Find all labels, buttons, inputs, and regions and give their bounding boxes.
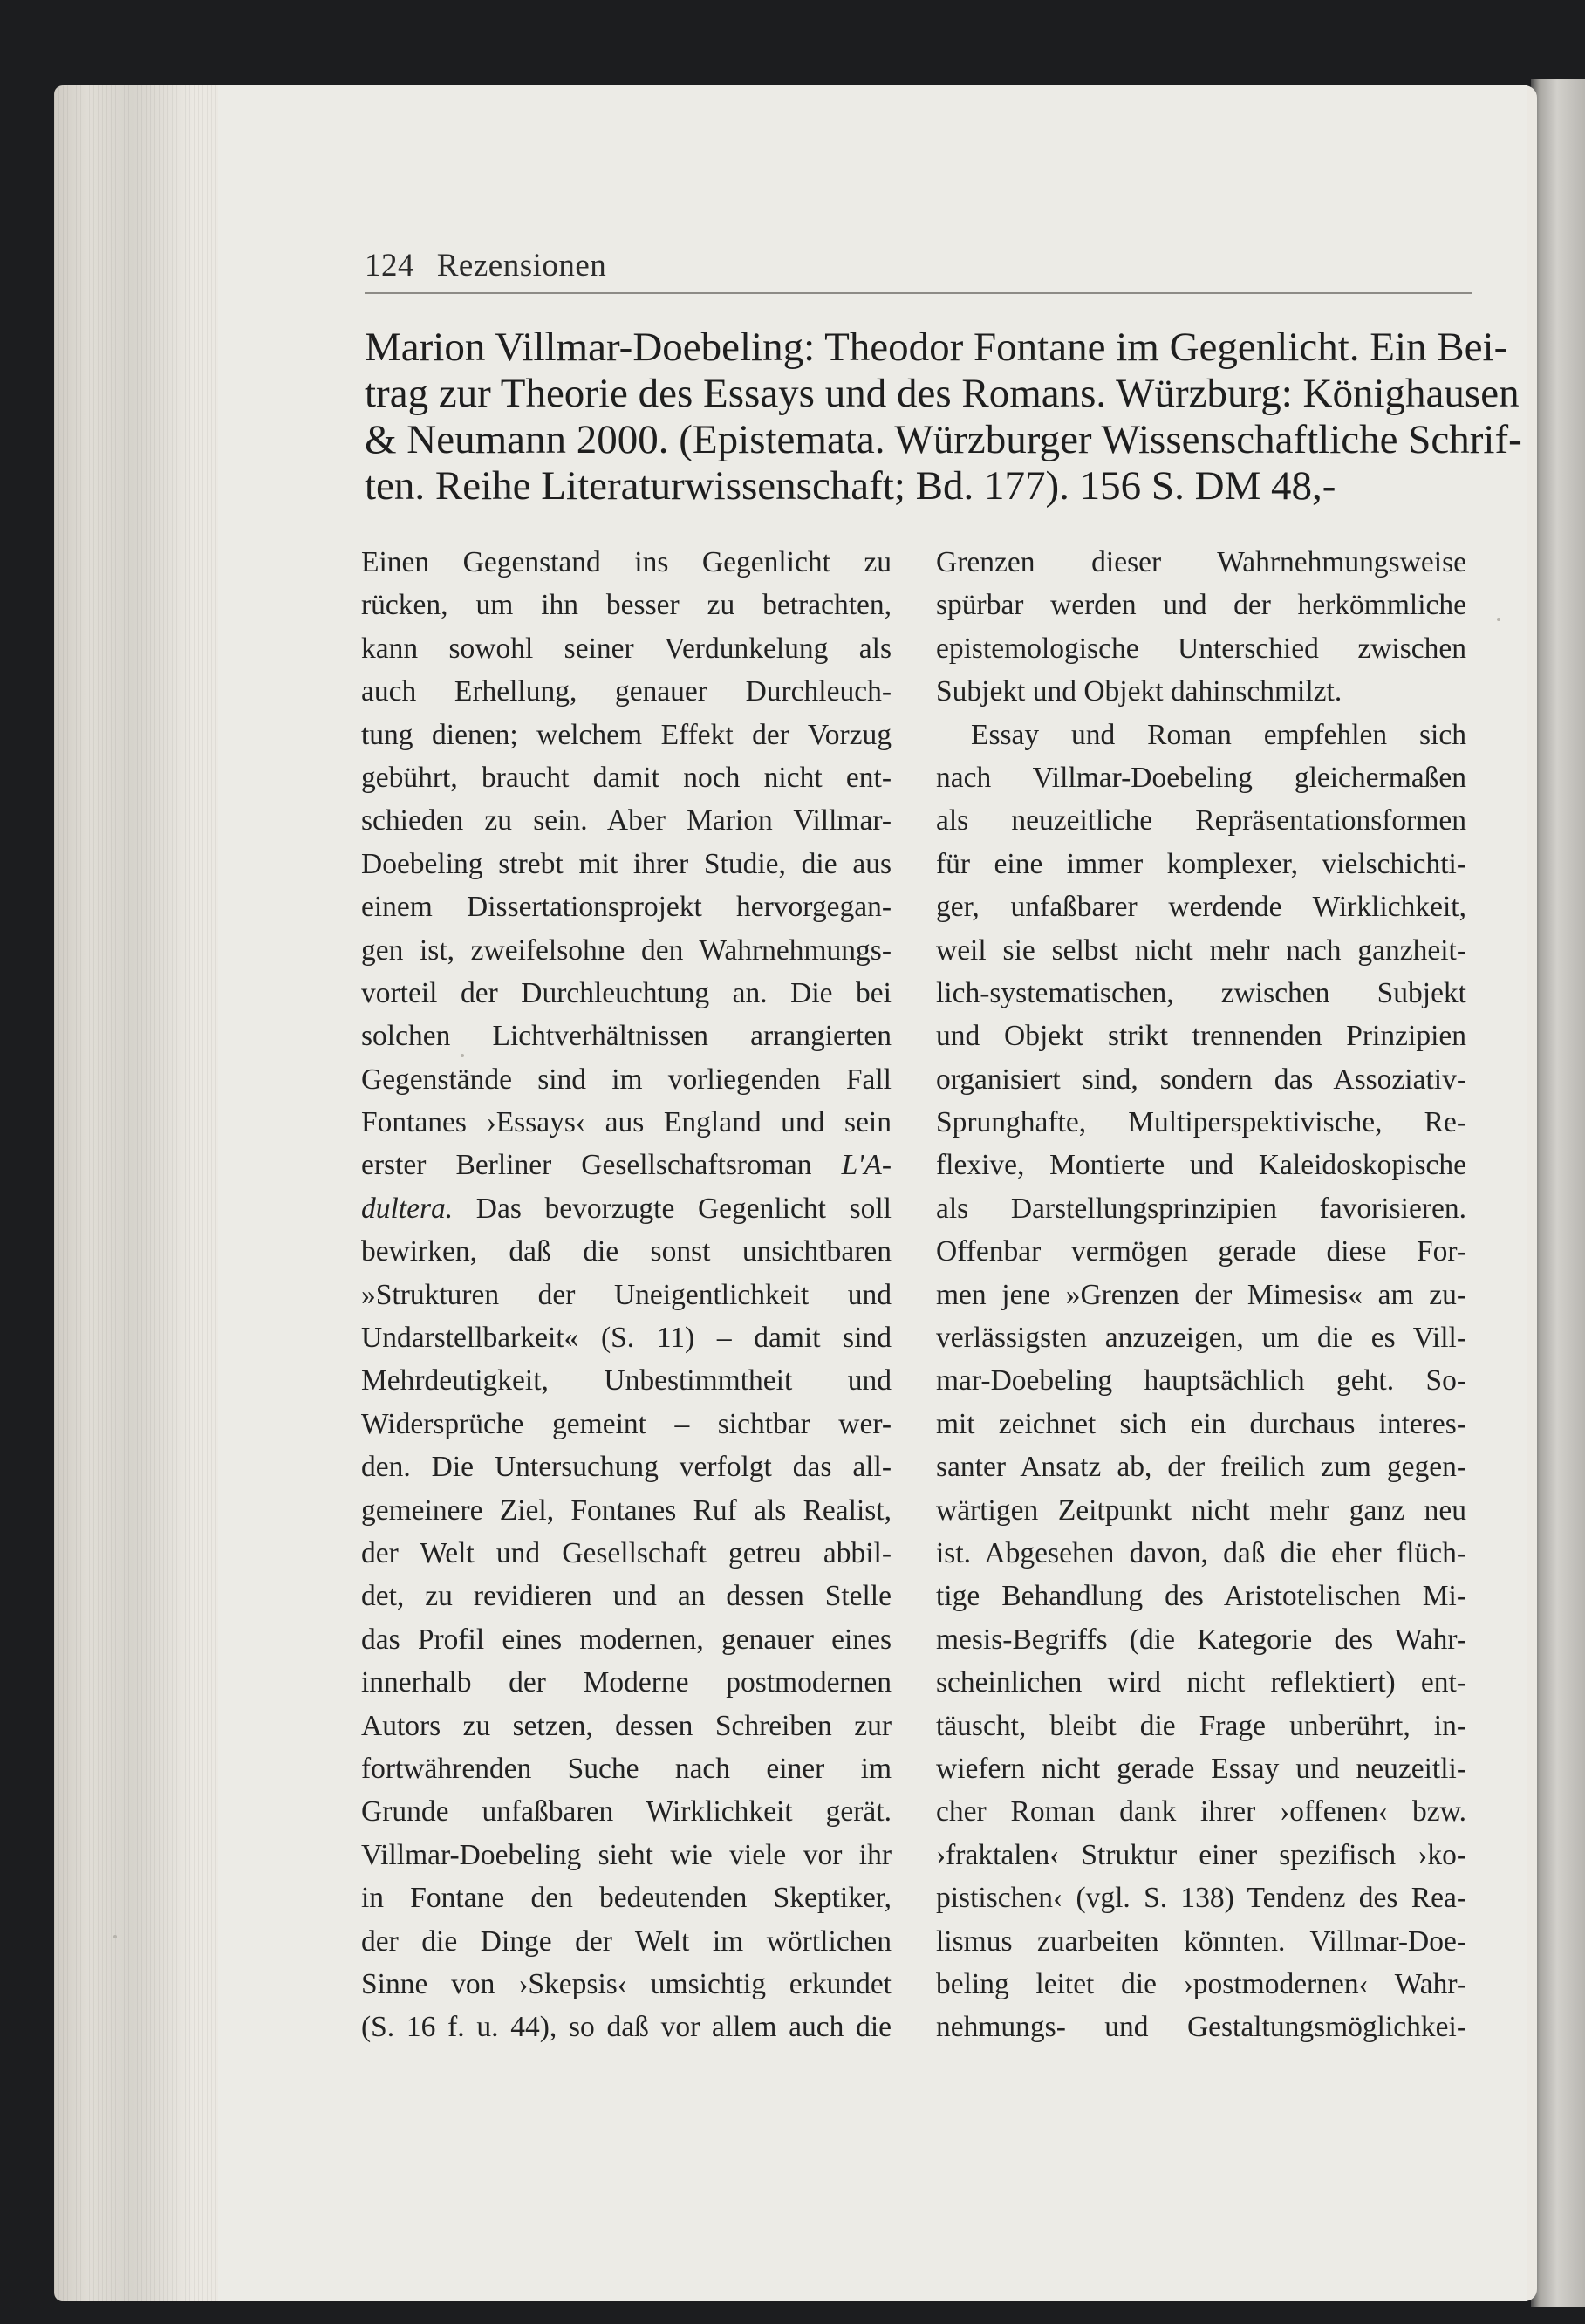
text-line: vorteil der Durchleuchtung an. Die bei: [361, 976, 892, 1009]
text-line: mesis-Begriffs (die Kategorie des Wahr-: [936, 1623, 1466, 1656]
text-line: gen ist, zweifelsohne den Wahrnehmungs-: [361, 933, 892, 967]
review-title: [365, 325, 1522, 509]
page-number: 124: [365, 248, 414, 284]
text-line: das Profil eines modernen, genauer eines: [361, 1623, 892, 1656]
text-line: schieden zu sein. Aber Marion Villmar-: [361, 804, 892, 837]
text-line: Villmar-Doebeling sieht wie viele vor ihr: [361, 1838, 892, 1871]
text-line: Fontanes ›Essays‹ aus England und sein: [361, 1106, 892, 1139]
text-line: einem Dissertationsprojekt hervorgegan-: [361, 891, 892, 924]
text-line: den. Die Untersuchung verfolgt das all-: [361, 1451, 892, 1484]
text-line: fortwährenden Suche nach einer im: [361, 1752, 892, 1785]
text-line: beling leitet die ›postmodernen‹ Wahr-: [936, 1967, 1466, 2000]
text-line: spürbar werden und der herkömmliche: [936, 589, 1466, 622]
text-line: und Objekt strikt trennenden Prinzipien: [936, 1020, 1466, 1053]
book-title-italic: dultera.: [361, 1192, 454, 1225]
text-line: verlässigsten anzuzeigen, um die es Vill-: [936, 1322, 1466, 1355]
text-line: Mehrdeutigkeit, Unbestimmtheit und: [361, 1364, 892, 1398]
text-line: wiefern nicht gerade Essay und neuzeitli-: [936, 1752, 1466, 1785]
text-line: dultera. Das bevorzugte Gegenlicht soll: [361, 1192, 892, 1225]
text-line: (S. 16 f. u. 44), so daß vor allem auch die: [361, 2011, 892, 2044]
text-line: Essay und Roman empfehlen sich: [971, 718, 1466, 751]
title-line: trag zur Theorie des Essays und des Romans. Würzburg: Könighausen: [365, 371, 1520, 416]
text-line: bewirken, daß die sonst unsichtbaren: [361, 1235, 892, 1268]
text-line: mit zeichnet sich ein durchaus interes-: [936, 1407, 1466, 1440]
text-line: Sinne von ›Skepsis‹ umsichtig erkundet: [361, 1967, 892, 2000]
text-line: wärtigen Zeitpunkt nicht mehr ganz neu: [936, 1494, 1466, 1527]
text-line: ger, unfaßbarer werdende Wirklichkeit,: [936, 891, 1466, 924]
section-title: Rezensionen: [436, 248, 607, 284]
text-line: santer Ansatz ab, der freilich zum gegen-: [936, 1451, 1466, 1484]
text-line: erster Berliner Gesellschaftsroman L'A-: [361, 1149, 892, 1182]
title-line: & Neumann 2000. (Epistemata. Würzburger Wissenschaftliche Schrif-: [365, 417, 1522, 462]
text-line: tung dienen; welchem Effekt der Vorzug: [361, 718, 892, 751]
title-line: Marion Villmar-Doebeling: Theodor Fontane im Gegenlicht. Ein Bei-: [365, 325, 1508, 370]
text-line: det, zu revidieren und an dessen Stelle: [361, 1580, 892, 1613]
text-line: täuscht, bleibt die Frage unberührt, in-: [936, 1709, 1466, 1742]
text-line: Grenzen dieser Wahrnehmungsweise: [936, 546, 1466, 578]
text-line: Doebeling strebt mit ihrer Studie, die aus: [361, 847, 892, 880]
text-line: nehmungs- und Gestaltungsmöglichkei-: [936, 2011, 1466, 2044]
text-line: organisiert sind, sondern das Assoziativ-: [936, 1063, 1466, 1096]
book-edge-right: [1531, 79, 1585, 2307]
text-line: lismus zuarbeiten könnten. Villmar-Doe-: [936, 1924, 1466, 1958]
text-line: flexive, Montierte und Kaleidoskopische: [936, 1149, 1466, 1182]
text-line: ›fraktalen‹ Struktur einer spezifisch ›ko-: [936, 1838, 1466, 1871]
text-line: der die Dinge der Welt im wörtlichen: [361, 1924, 892, 1958]
text-line: rücken, um ihn besser zu betrachten,: [361, 589, 892, 622]
text-line: men jene »Grenzen der Mimesis« am zu-: [936, 1278, 1466, 1311]
text-column-left: [361, 541, 892, 2049]
text-line: Autors zu setzen, dessen Schreiben zur: [361, 1709, 892, 1742]
text-line: auch Erhellung, genauer Durchleuch-: [361, 675, 892, 708]
text-line: pistischen‹ (vgl. S. 138) Tendenz des Rea-: [936, 1882, 1466, 1915]
text-line: lich-systematischen, zwischen Subjekt: [936, 976, 1466, 1009]
text-line: Einen Gegenstand ins Gegenlicht zu: [361, 546, 892, 578]
text-line: mar-Doebeling hauptsächlich geht. So-: [936, 1364, 1466, 1398]
text-line: weil sie selbst nicht mehr nach ganzheit-: [936, 933, 1466, 967]
text-column-right: [936, 541, 1466, 2049]
text-line: innerhalb der Moderne postmodernen: [361, 1666, 892, 1699]
text-line: scheinlichen wird nicht reflektiert) ent-: [936, 1666, 1466, 1699]
text-line: ist. Abgesehen davon, daß die eher flüch-: [936, 1536, 1466, 1569]
text-line: Undarstellbarkeit« (S. 11) – damit sind: [361, 1322, 892, 1355]
text-line: tige Behandlung des Aristotelischen Mi-: [936, 1580, 1466, 1613]
text-line: Sprunghafte, Multiperspektivische, Re-: [936, 1106, 1466, 1139]
text-line: Gegenstände sind im vorliegenden Fall: [361, 1063, 892, 1096]
text-line: kann sowohl seiner Verdunkelung als: [361, 632, 892, 665]
text-line: solchen Lichtverhältnissen arrangierten: [361, 1020, 892, 1053]
text-line: Offenbar vermögen gerade diese For-: [936, 1235, 1466, 1268]
text-line: Subjekt und Objekt dahinschmilzt.: [936, 675, 1342, 708]
paper-speck: [113, 1935, 117, 1938]
text-line: für eine immer komplexer, vielschichti-: [936, 847, 1466, 880]
text-line: in Fontane den bedeutenden Skeptiker,: [361, 1882, 892, 1915]
text-line: epistemologische Unterschied zwischen: [936, 632, 1466, 665]
text-line: cher Roman dank ihrer ›offenen‹ bzw.: [936, 1795, 1466, 1828]
book-title-italic: L'A-: [841, 1149, 892, 1182]
text-line: nach Villmar-Doebeling gleichermaßen: [936, 761, 1466, 794]
running-head: [365, 247, 1472, 294]
text-line: gemeinere Ziel, Fontanes Ruf als Realist,: [361, 1494, 892, 1527]
text-line: als Darstellungsprinzipien favorisieren.: [936, 1192, 1466, 1225]
paper-speck: [1497, 618, 1500, 621]
text-line: Grunde unfaßbaren Wirklichkeit gerät.: [361, 1795, 892, 1828]
text-line: Widersprüche gemeint – sichtbar wer-: [361, 1407, 892, 1440]
text-line: als neuzeitliche Repräsentationsformen: [936, 804, 1466, 837]
title-line: ten. Reihe Literaturwissenschaft; Bd. 177). 156 S. DM 48,-: [365, 463, 1336, 509]
text-line: »Strukturen der Uneigentlichkeit und: [361, 1278, 892, 1311]
text-line: der Welt und Gesellschaft getreu abbil-: [361, 1536, 892, 1569]
text-line: gebührt, braucht damit noch nicht ent-: [361, 761, 892, 794]
